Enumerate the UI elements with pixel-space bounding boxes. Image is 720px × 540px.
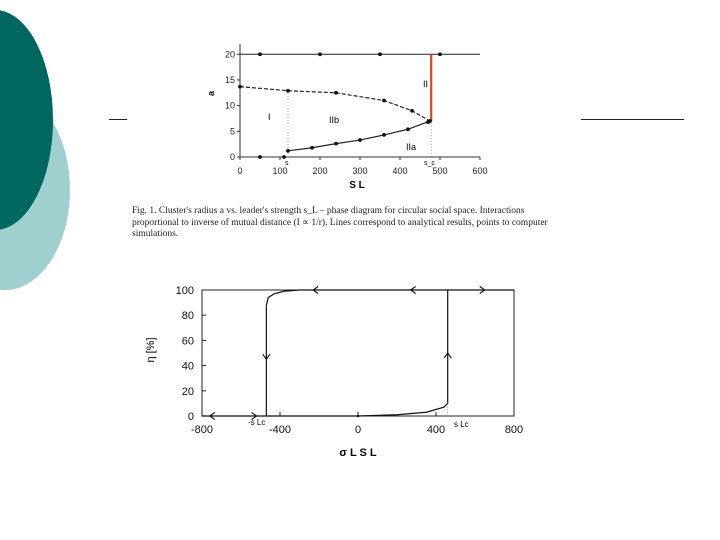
pos-slc-label: s Lc: [454, 420, 469, 429]
fig1-data-point: [438, 52, 442, 56]
neg-slc-label: -s Lc: [248, 418, 266, 427]
fig1-y-tick-label: 5: [229, 126, 235, 137]
fig2-plot-frame: [202, 290, 514, 416]
fig1-axes: [225, 44, 488, 176]
fig2-x-tick-label: 0: [354, 424, 362, 436]
region-label-IIa: IIa: [406, 142, 417, 152]
fig1-y-tick-label: 0: [229, 152, 235, 162]
fig2-x-tick-label: -800: [190, 424, 214, 436]
fig2-x-tick-label: -400: [268, 424, 292, 436]
marker-sc-label: s_c: [424, 160, 435, 167]
fig2-origin-dot: [357, 415, 360, 418]
fig2-ylabel: η [%]: [145, 337, 157, 363]
region-label-II: II: [423, 79, 429, 89]
fig2-y-tick-label: 100: [175, 285, 194, 297]
fig1-data-point: [382, 133, 386, 137]
fig2-y-tick-label: 80: [181, 310, 194, 323]
fig1-data-point: [286, 89, 290, 93]
phase-diagram-chart: [206, 36, 492, 201]
fig1-data-point: [382, 99, 386, 103]
fig1-x-tick-label: 500: [432, 166, 448, 176]
fig1-data-point: [410, 109, 414, 113]
fig1-ylabel: a: [206, 90, 216, 96]
marker-s-label: s: [285, 160, 289, 167]
fig2-y-tick-label: 60: [181, 335, 194, 348]
fig1-data-point: [426, 120, 430, 124]
fig2-axes: [176, 285, 524, 436]
fig1-data-point: [282, 155, 286, 159]
fig1-y-tick-label: 15: [224, 74, 235, 85]
background-decoration: [0, 0, 140, 540]
fig2-y-tick-label: 40: [181, 360, 194, 373]
region-label-I: I: [268, 112, 271, 122]
hysteresis-chart: [130, 278, 550, 468]
fig1-data-point: [238, 85, 242, 89]
fig2-x-tick-label: 800: [504, 424, 524, 436]
fig1-x-tick-label: 400: [392, 166, 408, 176]
fig1-x-tick-label: 100: [272, 166, 288, 176]
fig2-series-line: [266, 290, 299, 305]
figure1-caption: Fig. 1. Cluster's radius a vs. leader's strength s_L – phase diagram for circular social space. Interactions proportional to inverse of mutual distance (I ∝ 1/r). Lines correspond to analytical results, points to computer simulations.: [132, 206, 548, 239]
fig1-data-point: [286, 149, 290, 153]
fig1-x-tick-label: 300: [352, 166, 368, 176]
fig1-x-tick-label: 600: [472, 166, 488, 176]
fig1-data-point: [258, 155, 262, 159]
fig1-data-point: [310, 146, 314, 150]
fig1-marks: [238, 52, 480, 159]
fig2-marks: [202, 287, 514, 420]
right-rule: [581, 119, 684, 120]
fig1-data-point: [334, 142, 338, 146]
fig1-y-tick-label: 20: [224, 49, 235, 60]
fig1-x-tick-label: 200: [312, 166, 328, 176]
fig1-data-point: [378, 52, 382, 56]
fig2-x-tick-label: 400: [426, 424, 446, 436]
left-rule: [109, 119, 127, 120]
fig1-x-tick-label: 0: [237, 166, 243, 176]
fig1-y-tick-label: 10: [224, 100, 235, 111]
fig1-xlabel: S L: [349, 180, 365, 191]
fig1-data-point: [258, 52, 262, 56]
fig1-data-point: [406, 127, 410, 131]
fig2-y-tick-label: 20: [181, 385, 194, 398]
fig1-data-point: [334, 91, 338, 95]
region-label-IIb: IIb: [329, 115, 340, 125]
fig1-data-point: [358, 138, 362, 142]
fig1-data-point: [318, 52, 322, 56]
fig2-xlabel: σ L S L: [339, 447, 377, 459]
fig2-y-tick-label: 0: [187, 411, 194, 423]
fig2-series-line: [202, 403, 448, 416]
